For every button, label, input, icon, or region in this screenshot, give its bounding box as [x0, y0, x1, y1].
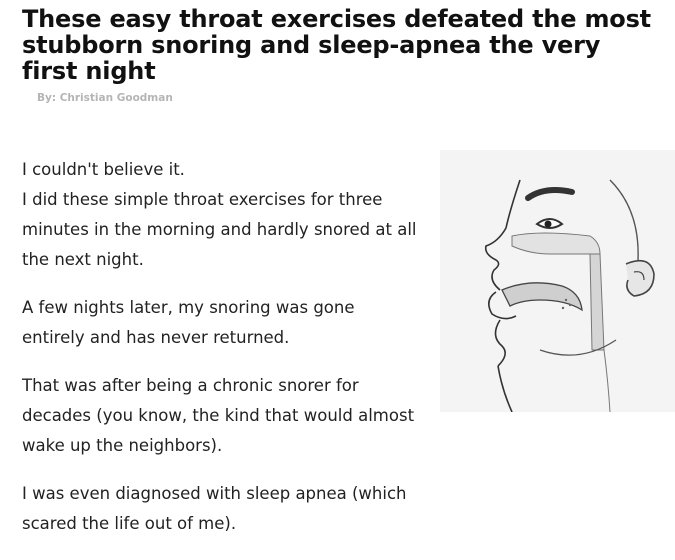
paragraph — [22, 293, 422, 353]
paragraph-line: I was even diagnosed with sleep apnea (which scared the life out of me). — [22, 484, 407, 533]
article-body — [22, 155, 422, 557]
paragraph — [22, 479, 422, 539]
paragraph-line: A few nights later, my snoring was gone entirely and has never returned. — [22, 298, 355, 347]
article-byline: By: Christian Goodman — [37, 92, 173, 104]
paragraph — [22, 155, 422, 275]
paragraph — [22, 371, 422, 461]
throat-anatomy-illustration-icon — [440, 150, 675, 412]
article-headline: These easy throat exercises defeated the most stubborn snoring and sleep-apnea the very first night — [22, 5, 651, 85]
paragraph-line: I couldn't believe it. — [22, 160, 185, 179]
paragraph-line: I did these simple throat exercises for three minutes in the morning and hardly snored at all the next night. — [22, 190, 417, 269]
paragraph-line: That was after being a chronic snorer for decades (you know, the kind that would almost wake up the neighbors). — [22, 376, 415, 455]
